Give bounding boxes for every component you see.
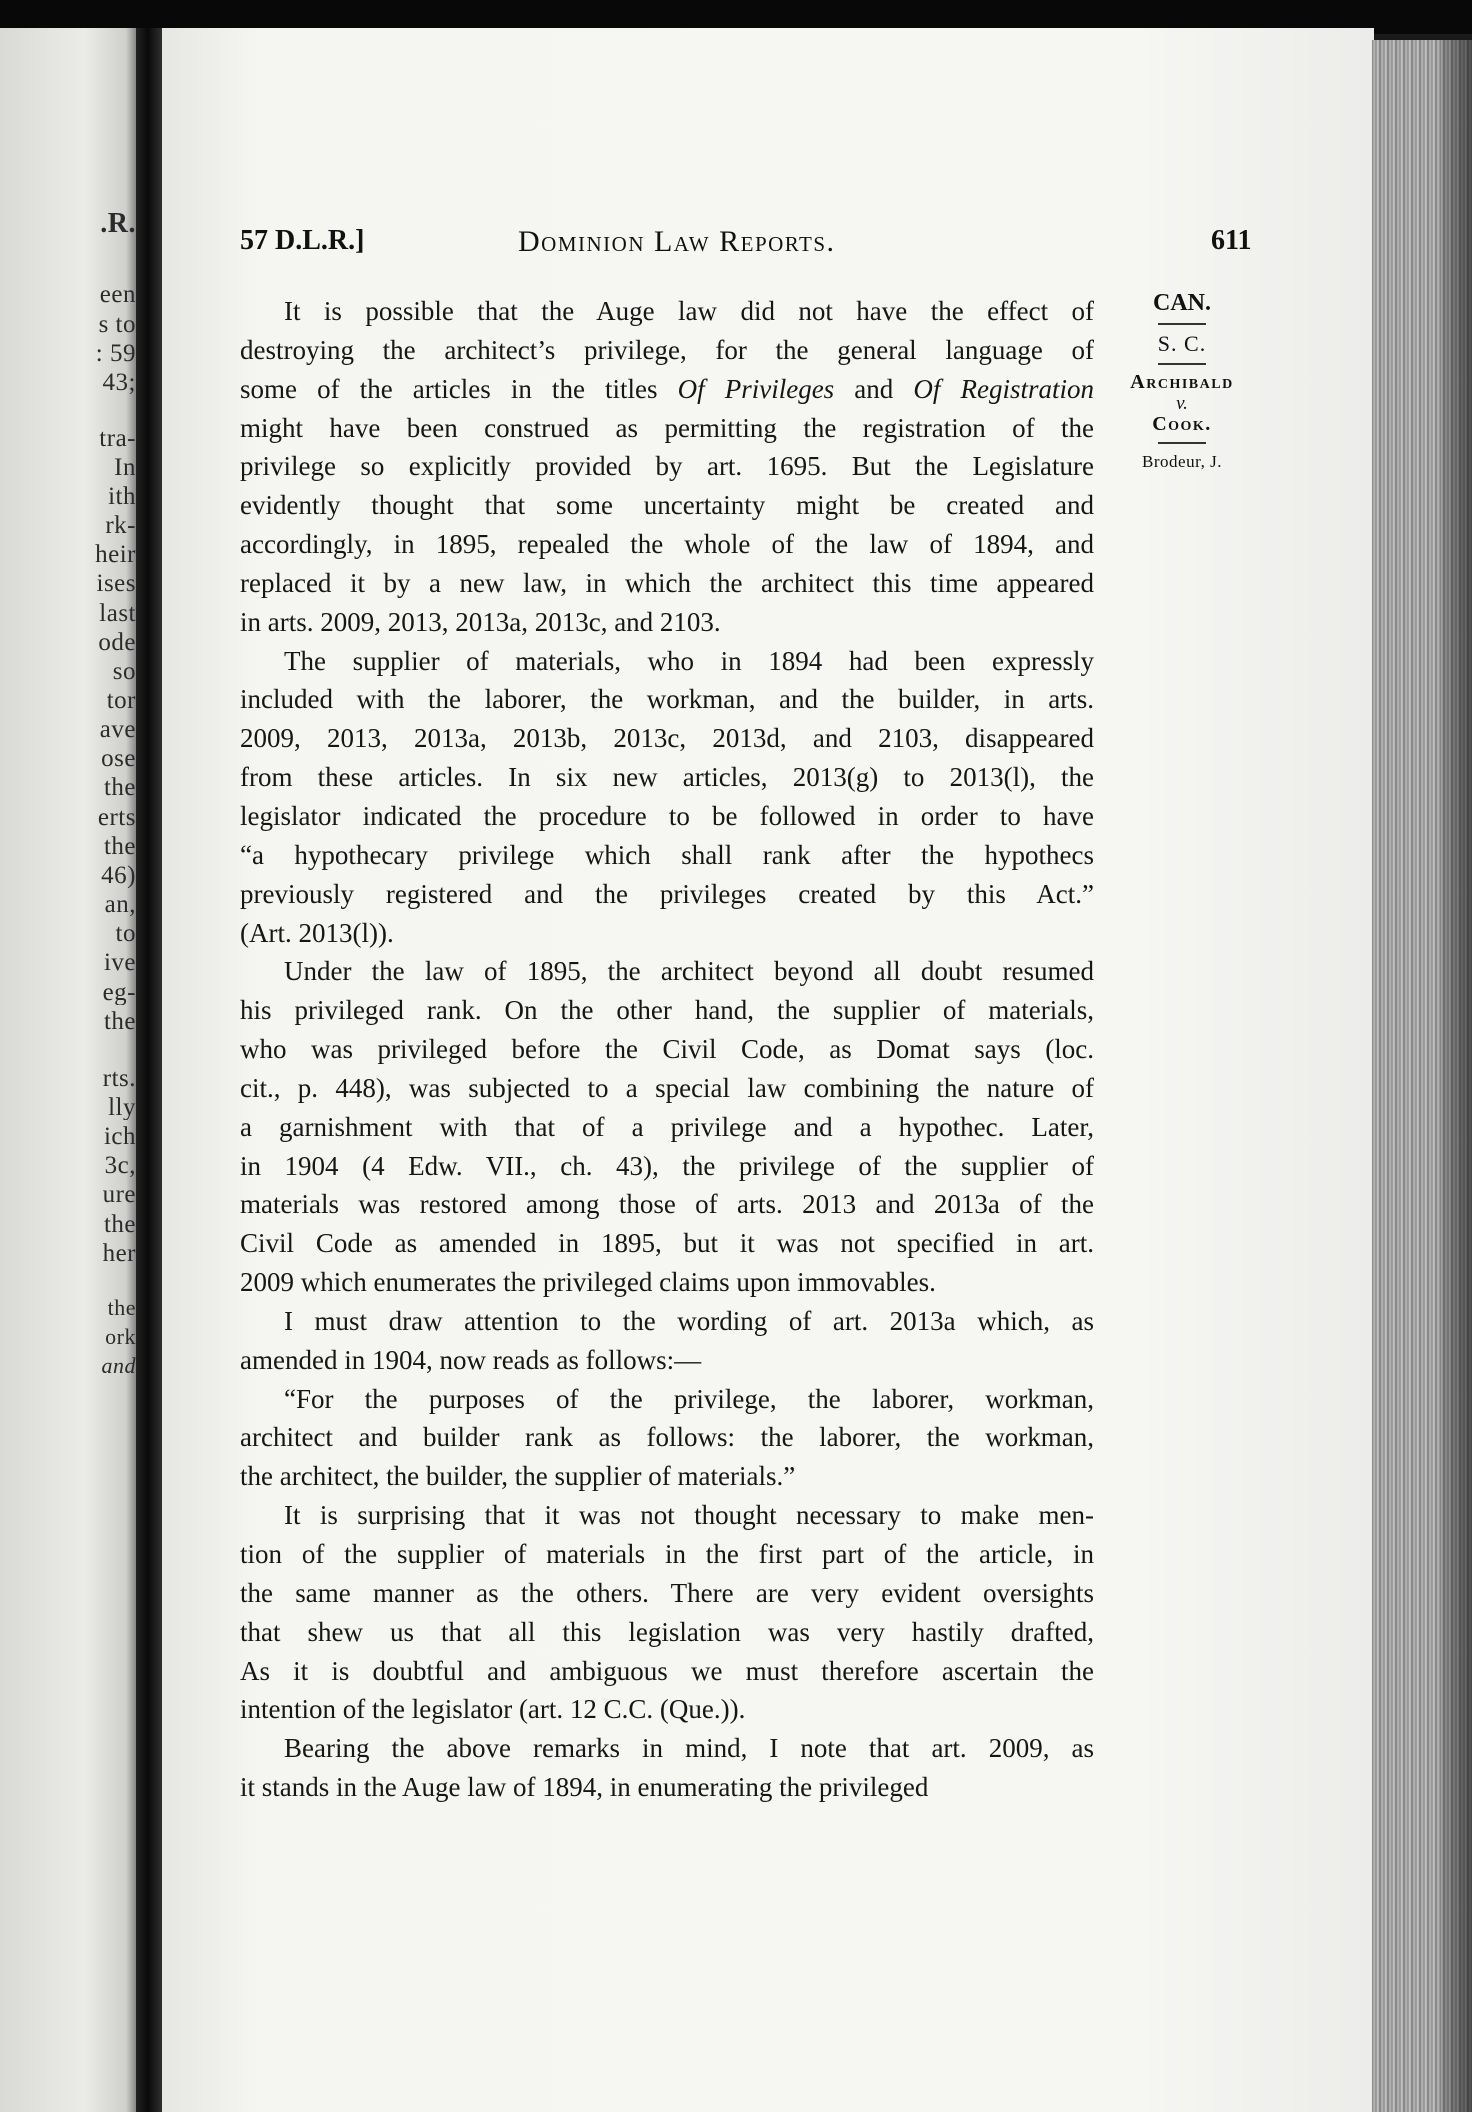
facing-page-fragment: an, <box>104 892 136 917</box>
facing-page-fragment: : 59 <box>95 341 136 366</box>
text-line: I must draw attention to the wording of art. 2013a which, as <box>284 1305 1094 1336</box>
facing-page-fragment: ure <box>102 1182 136 1207</box>
facing-page-fragment: her <box>102 1241 136 1266</box>
text-line: destroying the architect’s privilege, for the general language of <box>240 334 1094 365</box>
text-line: “For the purposes of the privilege, the laborer, workman, <box>284 1383 1094 1414</box>
margin-party-2: Cook. <box>1152 413 1212 435</box>
text-line: As it is doubtful and ambiguous we must therefore ascertain the <box>240 1655 1094 1686</box>
text-line: Under the law of 1895, the architect beyond all doubt resumed <box>284 956 1094 987</box>
body-text <box>240 292 1094 1807</box>
facing-page-fragment: rk- <box>105 513 136 538</box>
facing-page-fragment: the <box>107 1297 136 1319</box>
facing-page-fragment: s to <box>98 312 136 337</box>
text-line: included with the laborer, the workman, and the builder, in arts. <box>240 684 1094 715</box>
paragraph <box>240 1302 1094 1380</box>
text-line: replaced it by a new law, in which the architect this time appeared <box>240 567 1094 598</box>
text-line: “a hypothecary privilege which shall rank after the hypothecs <box>240 839 1094 870</box>
text-line: his privileged rank. On the other hand, the supplier of materials, <box>240 995 1094 1026</box>
paragraph <box>240 1729 1094 1807</box>
italic-title: Of Privileges <box>677 373 835 404</box>
text-line: Bearing the above remarks in mind, I note that art. 2009, as <box>284 1733 1094 1764</box>
facing-page-fragment: the <box>103 834 136 859</box>
facing-page-fragment: ode <box>98 630 136 655</box>
text-line: in 1904 (4 Edw. VII., ch. 43), the privilege of the supplier of <box>240 1150 1094 1181</box>
margin-note <box>1102 290 1262 472</box>
page-edges-shadow <box>1440 40 1472 2112</box>
text-line: The supplier of materials, who in 1894 had been expressly <box>284 645 1094 676</box>
text-line: materials was restored among those of arts. 2013 and 2013a of the <box>240 1189 1094 1220</box>
facing-page-fragment: ith <box>108 484 136 509</box>
text-line: from these articles. In six new articles, 2013(g) to 2013(l), the <box>240 762 1094 793</box>
facing-page-fragment: tra- <box>99 426 136 451</box>
paragraph <box>240 292 1094 642</box>
margin-party-1: Archibald <box>1130 371 1234 393</box>
margin-rule <box>1158 442 1206 444</box>
running-head-title: Dominion Law Reports. <box>518 225 836 258</box>
facing-page-fragment: the <box>103 775 136 800</box>
facing-page-fragment: erts <box>97 805 136 830</box>
text-line: 2009, 2013, 2013a, 2013b, 2013c, 2013d, and 2103, disappeared <box>240 723 1094 754</box>
text-line: privilege so explicitly provided by art. 1695. But the Legislature <box>240 451 1094 482</box>
text-line: in arts. 2009, 2013, 2013a, 2013c, and 2103. <box>240 606 721 637</box>
facing-page-fragment: lly <box>108 1095 136 1120</box>
facing-page-fragment: ose <box>101 746 136 771</box>
facing-page-edge <box>0 28 140 2112</box>
text-line: might have been construed as permitting the registration of the <box>240 412 1094 443</box>
margin-jurisdiction: CAN. <box>1153 290 1211 316</box>
italic-title: Of Registration <box>913 373 1095 404</box>
text-line: It is surprising that it was not thought necessary to make men- <box>284 1500 1094 1531</box>
facing-page-fragment: een <box>99 282 136 307</box>
facing-page-fragment: 46) <box>101 863 136 888</box>
facing-page-fragment: ich <box>103 1124 136 1149</box>
text-line: it stands in the Auge law of 1894, in enumerating the privileged <box>240 1772 929 1803</box>
margin-rule <box>1158 323 1206 325</box>
facing-page-fragment: heir <box>95 542 136 567</box>
facing-page-fragment: so <box>112 659 136 684</box>
facing-page-fragment: to <box>115 921 136 946</box>
text-line: 2009 which enumerates the privileged claims upon immovables. <box>240 1267 936 1298</box>
facing-page-fragment: 3c, <box>104 1153 136 1178</box>
facing-page-fragment: ave <box>99 717 136 742</box>
facing-page-fragment: 43; <box>102 370 136 395</box>
text-line: previously registered and the privileges created by this Act.” <box>240 878 1094 909</box>
text-line: the same manner as the others. There are very evident oversights <box>240 1577 1094 1608</box>
text-line: architect and builder rank as follows: the laborer, the workman, <box>240 1422 1094 1453</box>
paragraph <box>240 1380 1094 1497</box>
text-line: who was privileged before the Civil Code, as Domat says (loc. <box>240 1034 1094 1065</box>
facing-page-fragment: In <box>114 455 136 480</box>
facing-page-fragment: last <box>99 601 136 626</box>
running-head-volume: 57 D.L.R.] <box>240 225 365 256</box>
paragraph <box>240 952 1094 1302</box>
margin-court: S. C. <box>1157 331 1207 356</box>
text-line: accordingly, in 1895, repealed the whole of the law of 1894, and <box>240 529 1094 560</box>
facing-page-fragment: rts. <box>102 1066 136 1091</box>
text-line: legislator indicated the procedure to be followed in order to have <box>240 800 1094 831</box>
text-line: some of the articles in the titles Of Privileges and Of Registration <box>240 373 1095 404</box>
text-line: (Art. 2013(l)). <box>240 917 394 948</box>
text-line: evidently thought that some uncertainty might be created and <box>240 490 1094 521</box>
facing-page-fragment: eg- <box>102 980 136 1005</box>
facing-page-fragment: ive <box>103 950 136 975</box>
text-line: It is possible that the Auge law did not have the effect of <box>284 296 1094 326</box>
facing-page-fragment: ises <box>96 571 136 596</box>
text-line: a garnishment with that of a privilege and a hypothec. Later, <box>240 1111 1094 1142</box>
text-line: intention of the legislator (art. 12 C.C. (Que.)). <box>240 1694 746 1725</box>
facing-page-fragment: ork <box>105 1326 136 1348</box>
paragraph <box>240 1496 1094 1729</box>
text-line: the architect, the builder, the supplier of materials.” <box>240 1461 796 1492</box>
margin-rule <box>1158 363 1206 365</box>
text-line: amended in 1904, now reads as follows:— <box>240 1344 702 1375</box>
facing-page-fragment: and <box>101 1355 136 1377</box>
text-line: that shew us that all this legislation was very hastily drafted, <box>240 1616 1094 1647</box>
text-line: tion of the supplier of materials in the first part of the article, in <box>240 1539 1094 1569</box>
text-line: Civil Code as amended in 1895, but it was not specified in art. <box>240 1228 1094 1259</box>
facing-page-fragment: the <box>103 1212 136 1237</box>
facing-page-fragment: tor <box>106 688 136 713</box>
text-line: cit., p. 448), was subjected to a special law combining the nature of <box>240 1072 1094 1103</box>
facing-page-fragment: the <box>103 1009 136 1034</box>
margin-versus: v. <box>1176 393 1188 414</box>
facing-page-fragment: .R. <box>100 210 136 238</box>
margin-judge: Brodeur, J. <box>1142 452 1222 471</box>
paragraph <box>240 642 1094 953</box>
page-number: 611 <box>1211 225 1252 256</box>
